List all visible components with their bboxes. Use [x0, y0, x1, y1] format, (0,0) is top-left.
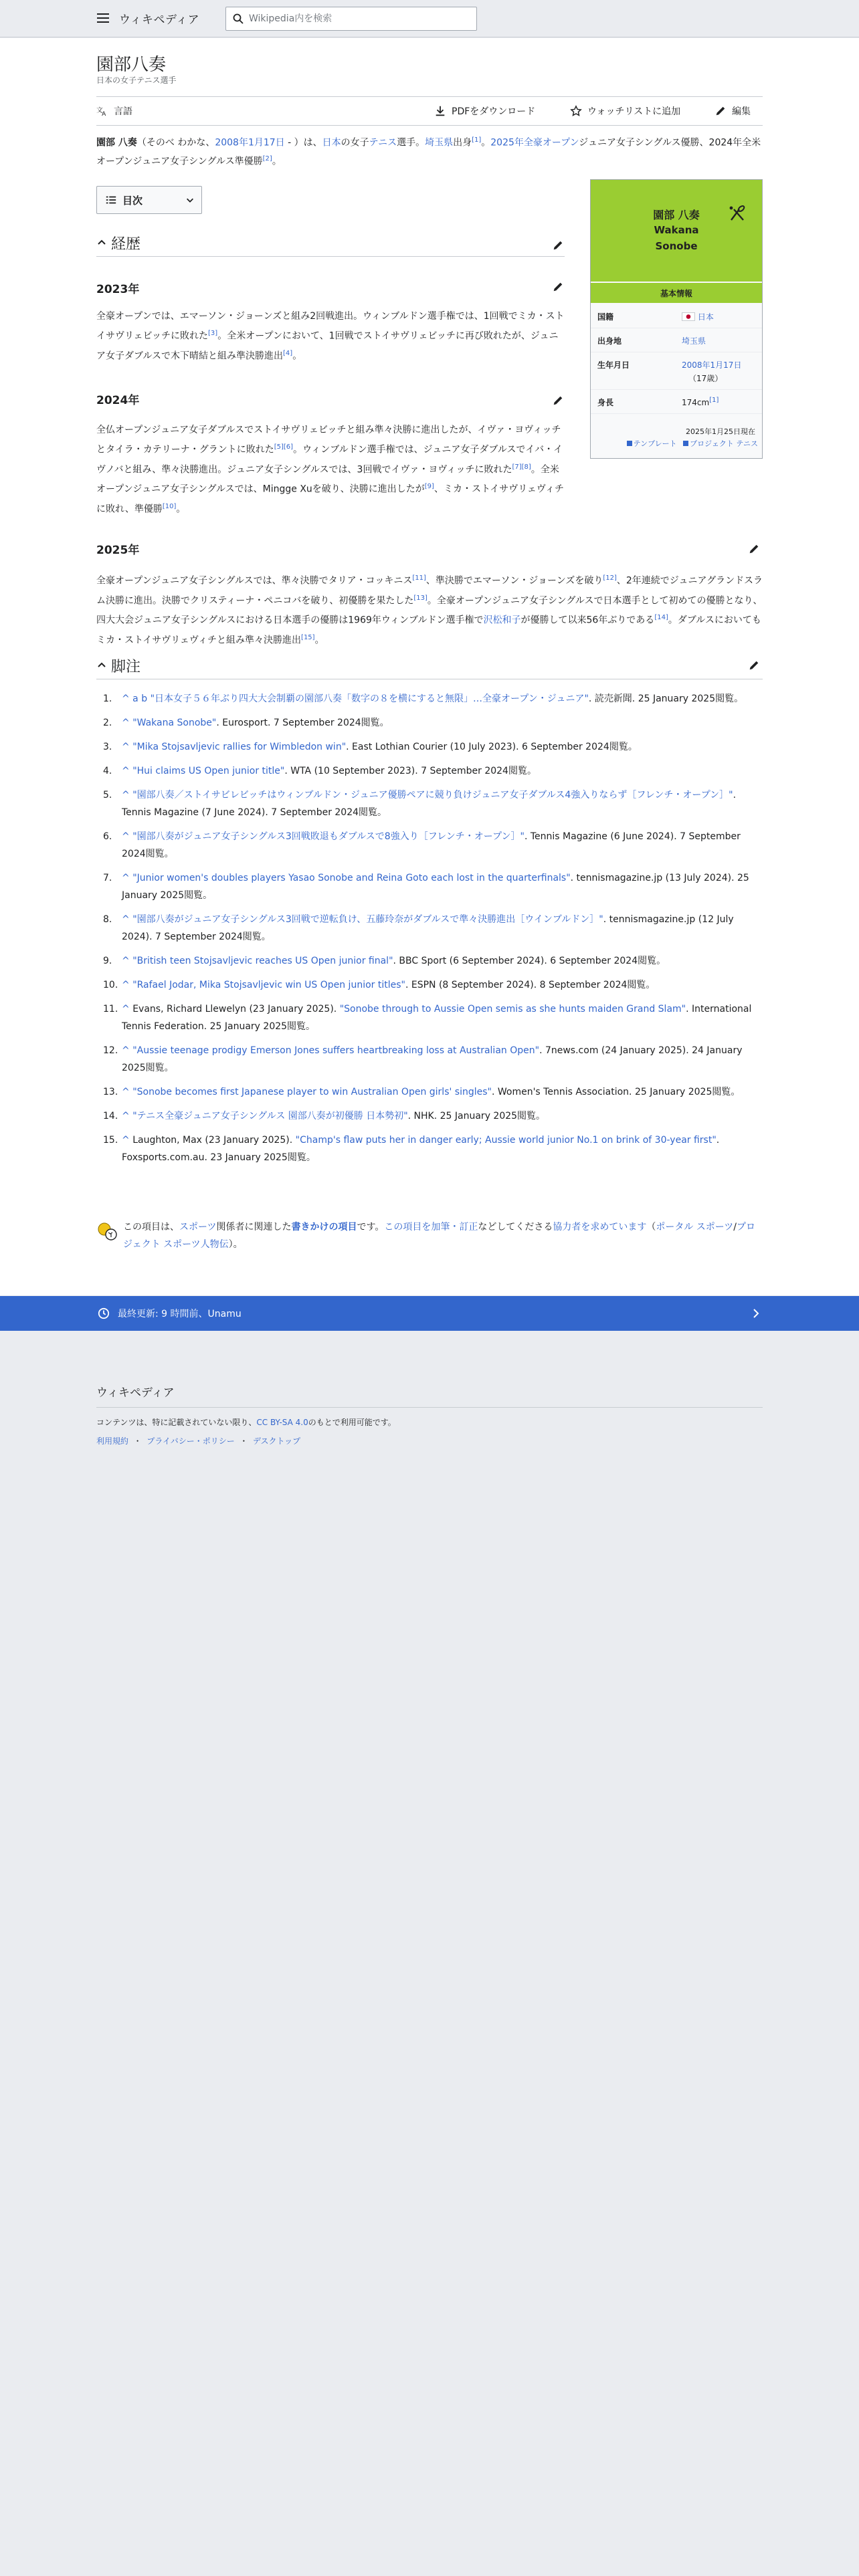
sawamatsu-link[interactable]: 沢松和子 — [483, 615, 521, 626]
infobox-key: 生年月日 — [597, 360, 630, 370]
footer-divider — [96, 1407, 763, 1408]
download-icon — [434, 105, 446, 117]
footer-sep: ・ — [133, 1436, 142, 1446]
ref-link[interactable]: [7][8] — [512, 463, 531, 471]
backlink[interactable]: ^ a b — [122, 693, 148, 704]
footer-license — [96, 1416, 396, 1428]
edit-button[interactable] — [714, 104, 751, 118]
backlink[interactable]: ^ — [122, 718, 130, 728]
chevron-up-icon — [96, 659, 107, 670]
reference-text: . International Tennis Federation. 25 January 2025閲覧。 — [122, 1004, 752, 1032]
paragraph-text: 。全豪オープンジュニア女子シングルスで日本選手として初めての優勝となり、四大大会ジュニア女子シングルスにおける日本選手の優勝は1969年ウィンブルドン選手権で — [96, 595, 763, 626]
paragraph-text: 、ミカ・ストイサヴリェヴィチに敗れ、準優勝 — [96, 484, 564, 515]
reference-number: 8. — [103, 914, 112, 925]
ref-link[interactable]: [10] — [162, 502, 177, 510]
infobox-name-en-first: Wakana — [654, 224, 699, 236]
toc-button[interactable] — [96, 186, 202, 214]
reference-link[interactable]: "Wakana Sonobe" — [132, 718, 217, 728]
reference-number: 2. — [103, 718, 112, 728]
license-text: のもとで利用可能です。 — [308, 1418, 396, 1427]
ref-link[interactable]: [9] — [424, 483, 434, 491]
license-link[interactable]: CC BY-SA 4.0 — [256, 1418, 308, 1427]
backlink[interactable]: ^ — [122, 790, 130, 800]
backlink[interactable]: ^ — [122, 956, 130, 966]
reference-number: 7. — [103, 873, 112, 883]
contributors-link[interactable]: 協力者を求めています — [553, 1222, 647, 1232]
reference-text: . 7news.com (24 January 2025). 24 January 2025閲覧。 — [122, 1045, 743, 1073]
reference-number: 12. — [103, 1045, 118, 1056]
ref-link[interactable]: [2] — [262, 154, 272, 163]
infobox-value — [682, 311, 714, 322]
stub-text: 関係者に関連した — [216, 1222, 292, 1232]
reference-item — [96, 714, 763, 732]
page-toolbar — [96, 96, 763, 126]
stub-notice — [96, 1218, 763, 1253]
ao2025-link[interactable]: 2025年全豪オープン — [490, 137, 579, 148]
footer-links — [96, 1435, 300, 1446]
reference-link[interactable]: "日本女子５６年ぶり四大大会制覇の園部八奏「数字の８を横にすると無限」…全豪オープン・ジュニア" — [150, 693, 589, 704]
star-icon — [570, 105, 582, 117]
lead-text: ス優勝、2024年全米オープンジュニア女子シングルス準優勝 — [96, 137, 761, 167]
lead-paragraph — [96, 132, 763, 169]
infobox-header — [591, 180, 762, 282]
ref-link[interactable]: [3] — [208, 330, 218, 337]
japan-link[interactable]: 日本 — [322, 137, 341, 148]
reference-item — [96, 911, 763, 946]
backlink[interactable]: ^ — [122, 914, 130, 925]
paragraph-text: が優勝して以来56年ぶりである — [520, 615, 655, 626]
reference-text: . East Lothian Courier (10 July 2023). 6 September 2024閲覧。 — [346, 742, 638, 752]
lead-text: ジュニア女子シングル — [579, 137, 672, 148]
reference-number: 9. — [103, 956, 112, 966]
download-pdf-label: PDFをダウンロード — [452, 106, 536, 117]
header-bar — [0, 0, 859, 37]
reference-text: . tennismagazine.jp (12 July 2024). 7 September 2024閲覧。 — [122, 914, 734, 942]
reference-text: . BBC Sport (6 September 2024). 6 September 2024閲覧。 — [393, 956, 666, 966]
backlink[interactable]: ^ — [122, 742, 130, 752]
list-icon — [105, 194, 117, 206]
reference-link[interactable]: "Hui claims US Open junior title" — [132, 766, 285, 776]
page-subtitle: 日本の女子テニス選手 — [96, 76, 177, 85]
clock-icon — [98, 1307, 110, 1319]
reference-item — [96, 1000, 763, 1035]
stub-text: ）。 — [228, 1239, 243, 1250]
search-input[interactable] — [249, 11, 470, 26]
languages-label: 言語 — [114, 106, 132, 117]
section-career-header[interactable] — [96, 230, 565, 257]
pencil-icon — [714, 105, 727, 117]
reference-text: . WTA (10 September 2023). 7 September 2024閲覧。 — [284, 766, 537, 776]
reference-item — [96, 762, 763, 780]
reference-link[interactable]: "Sonobe becomes first Japanese player to win Australian Open girls' singles" — [132, 1087, 492, 1097]
reference-author: Laughton, Max (23 January 2025). — [132, 1135, 296, 1146]
reference-link[interactable]: "Rafael Jodar, Mika Stojsavljevic win US Open junior titles" — [132, 980, 405, 990]
menu-icon[interactable] — [95, 11, 111, 27]
reference-number: 3. — [103, 742, 112, 752]
privacy-link[interactable]: プライバシー・ポリシー — [147, 1436, 235, 1446]
section-notes-header[interactable] — [96, 653, 763, 679]
infobox-row-nationality — [591, 304, 762, 328]
last-modified-label: 最終更新: 9 時間前、Unamu — [118, 1309, 242, 1319]
backlink[interactable]: ^ — [122, 766, 130, 776]
reference-item — [96, 828, 763, 863]
reference-number: 10. — [103, 980, 118, 990]
reference-text: . ESPN (8 September 2024). 8 September 2024閲覧。 — [405, 980, 656, 990]
backlink[interactable]: ^ — [122, 873, 130, 883]
infobox-row-dob — [591, 352, 762, 390]
backlink[interactable]: ^ — [122, 1087, 130, 1097]
reference-link[interactable]: "園部八奏がジュニア女子シングルス3回戦で逆転負け、五藤玲奈がダブルスで準々決勝進出［ウインブルドン］" — [132, 914, 603, 925]
sports-stub-icon — [96, 1221, 118, 1243]
reference-link[interactable]: "British teen Stojsavljevic reaches US Open junior final" — [132, 956, 393, 966]
svg-text:文: 文 — [96, 106, 103, 114]
reference-number: 4. — [103, 766, 112, 776]
reference-item — [96, 976, 763, 994]
infobox-key: 出身地 — [597, 336, 622, 346]
last-modified-bar[interactable] — [0, 1296, 859, 1331]
reference-text: . Tennis Magazine (7 June 2024). 7 September 2024閲覧。 — [122, 790, 737, 818]
paragraph-text: 、準決勝でエマーソン・ジョーンズを破り — [425, 575, 603, 586]
project-link[interactable]: プロジェクト テニス — [690, 439, 758, 448]
birthplace-link[interactable]: 埼玉県 — [682, 336, 706, 346]
backlink[interactable]: ^ — [122, 1135, 130, 1146]
languages-button[interactable] — [96, 104, 132, 118]
reference-link[interactable]: "Sonobe through to Aussie Open semis as she hunts maiden Grand Slam" — [339, 1004, 686, 1014]
stub-text: です。 — [357, 1222, 385, 1232]
reference-link[interactable]: "園部八奏がジュニア女子シングルス3回戦敗退もダブルスで8強入り［フレンチ・オープン］" — [132, 831, 524, 842]
lead-text: 。 — [481, 137, 491, 148]
japan-flag-icon — [682, 312, 695, 321]
infobox — [590, 179, 763, 459]
reference-text: . tennismagazine.jp (13 July 2024). 25 January 2025閲覧。 — [122, 873, 749, 901]
edit-section-icon[interactable] — [552, 281, 564, 293]
download-pdf-button[interactable] — [434, 104, 535, 118]
paragraph-text: 。全米オープンジュニア女子シングルスでは、Mingge Xuを破り、決勝に進出したが — [96, 464, 559, 495]
reference-item — [96, 1042, 763, 1077]
footer-logo: ウィキペディア — [96, 1386, 175, 1400]
reference-item — [96, 1107, 763, 1125]
section-2023-text: 全豪オープンでは、エマーソン・ジョーンズと組み2回戦進出。ウィンブルドン選手権では、1回戦でミカ・ストイサヴリェビッチに敗れた[3]。全米オープンにおいて、1回戦でストイサヴリェビッチに再び敗れたが、ジュニア女子ダブルスで木下晴結と組み準決勝進出[4]。 — [96, 311, 565, 362]
reference-number: 15. — [103, 1135, 118, 1146]
infobox-row-birthplace — [591, 328, 762, 352]
lead-text: 選手。 — [397, 137, 425, 148]
search-icon — [233, 13, 244, 24]
reference-item — [96, 786, 763, 821]
lead-name: 園部 八奏 — [96, 137, 137, 148]
reference-item — [96, 690, 763, 708]
lead-reading: （そのべ わかな、 — [136, 137, 215, 148]
edit-help-link[interactable]: この項目を加筆・訂正 — [384, 1222, 478, 1232]
lead-text: の女子 — [341, 137, 369, 148]
infobox-asof: 2025年1月25日現在 — [686, 427, 755, 436]
ref-link[interactable]: [4] — [283, 349, 293, 357]
chevron-right-icon — [751, 1308, 761, 1319]
paragraph-text: 。ウィンブルドン選手権では、ジュニア女子ダブルスでイバ・イヴノバと組み、準々決勝進出。ジュニア女子シングルスでは、3回戦でイヴァ・ヨヴィッチに敗れた — [96, 444, 563, 475]
section-2023-title: 2023年 — [96, 283, 140, 296]
infobox-key: 国籍 — [597, 312, 614, 322]
reference-item — [96, 869, 763, 904]
site-logo[interactable]: ウィキペディア — [119, 13, 200, 27]
reference-link[interactable]: "テニス全豪ジュニア女子シングルス 園部八奏が初優勝 日本勢初" — [132, 1111, 408, 1121]
edit-section-icon[interactable] — [748, 659, 760, 671]
infobox-row-height — [591, 390, 762, 414]
reference-text: . Foxsports.com.au. 23 January 2025閲覧。 — [122, 1135, 720, 1163]
backlink[interactable]: ^ — [122, 831, 130, 842]
ref-link[interactable]: [15] — [301, 633, 315, 641]
stub-text: （ — [646, 1222, 656, 1232]
reference-link[interactable]: "Junior women's doubles players Yasao Sonobe and Reina Goto each lost in the quarterfinals" — [132, 873, 571, 883]
section-2024-title: 2024年 — [96, 394, 140, 407]
reference-item — [96, 1083, 763, 1101]
reference-number: 13. — [103, 1087, 118, 1097]
reference-number: 6. — [103, 831, 112, 842]
paragraph-text: 。全米オープンにおいて、1回戦でストイサヴリェビッチに再び敗れたが、ジュニア女子ダブルスで木下晴結と組み準決勝進出 — [96, 330, 559, 362]
infobox-name-en-last: Sonobe — [655, 240, 698, 252]
chevron-up-icon — [96, 237, 107, 247]
section-2025-text: 全豪オープンジュニア女子シングルスでは、準々決勝でタリア・コッキニス[11]、準決勝でエマーソン・ジョーンズを破り[12]、2年連続でジュニアグランドスラム決勝に進出。決勝でクリスティーナ・ペニコバを破り、初優勝を果たした[13]。全豪オープンジュニア女子シングルスで日本選手として初めての優勝となり、四大大会ジュニア女子シングルスにおける日本選手の優勝は1969年ウィンブルドン選手権で沢松和子が優勝して以来56年ぶりである[14]。ダブルスにおいてもミカ・ストイサヴリェヴィチと組み準々決勝進出[15]。 — [96, 574, 763, 646]
reference-text: . Women's Tennis Association. 25 January 2025閲覧。 — [491, 1087, 741, 1097]
reference-text: . Eurosport. 7 September 2024閲覧。 — [216, 718, 389, 728]
search-box[interactable] — [225, 7, 477, 31]
ref-link[interactable]: [1] — [472, 136, 482, 144]
svg-text:A: A — [102, 111, 106, 117]
infobox-section-title: 基本情報 — [591, 282, 762, 303]
stub-text: / — [733, 1222, 737, 1232]
lead-text: 。 — [272, 156, 282, 167]
watchlist-button[interactable] — [570, 104, 680, 118]
paragraph-text: 全豪オープンでは、エマーソン・ジョーンズと組み2回戦進出。ウィンブルドン選手権では、1回戦でミカ・ストイサヴリェビッチに敗れた — [96, 311, 565, 342]
desktop-link[interactable]: デスクトップ — [253, 1436, 301, 1446]
reference-item — [96, 1132, 763, 1166]
toc-label: 目次 — [122, 194, 143, 207]
reference-text: . 読売新聞. 25 January 2025閲覧。 — [588, 693, 744, 704]
reference-number: 5. — [103, 790, 112, 800]
edit-section-icon[interactable] — [552, 395, 564, 407]
reference-text: . NHK. 25 January 2025閲覧。 — [407, 1111, 546, 1121]
license-text: コンテンツは、特に記載されていない限り、 — [96, 1418, 257, 1427]
reference-item — [96, 952, 763, 970]
template-link[interactable]: テンプレート — [633, 439, 677, 448]
reference-text: . Tennis Magazine (6 June 2024). 7 September 2024閲覧。 — [122, 831, 741, 859]
page-title: 園部八奏 — [96, 55, 167, 75]
reference-link[interactable]: "Aussie teenage prodigy Emerson Jones suffers heartbreaking loss at Australian Open" — [132, 1045, 540, 1056]
paragraph-text: 、2年連続でジュニアグランドスラム決勝に進出。決勝でクリスティーナ・ペニコバを破り、初優勝を果たした — [96, 575, 763, 607]
edit-section-icon[interactable] — [748, 543, 760, 555]
edit-section-icon[interactable] — [552, 239, 564, 251]
references-list — [96, 690, 763, 1173]
sports-link[interactable]: スポーツ — [179, 1222, 217, 1232]
ref-link[interactable]: [1] — [709, 397, 719, 404]
paragraph-text: 全仏オープンジュニア女子ダブルスでストイサヴリェビッチと組み準々決勝に進出したが、イヴァ・ヨヴィッチとタイラ・カテリーナ・グラントに敗れた — [96, 425, 561, 455]
reference-link[interactable]: "Champ's flaw puts her in danger early; Aussie world junior No.1 on brink of 30-year first" — [295, 1135, 717, 1146]
watchlist-label: ウォッチリストに追加 — [587, 106, 681, 117]
backlink[interactable]: ^ — [122, 1111, 130, 1121]
stub-text: などしてくださる — [478, 1222, 553, 1232]
backlink[interactable]: ^ — [122, 1045, 130, 1056]
tennis-link[interactable]: テニス — [369, 137, 397, 148]
infobox-key: 身長 — [597, 398, 614, 407]
paragraph-text: 。ダブルスにおいてもミカ・ストイサヴリェヴィチと組み準々決勝進出 — [96, 615, 761, 646]
height-value: 174cm — [682, 398, 710, 407]
ref-link[interactable]: [11] — [412, 574, 426, 582]
lead-text: 出身 — [453, 137, 472, 148]
lead-text: - ）は、 — [284, 137, 322, 148]
footer-sep: ・ — [240, 1436, 248, 1446]
dob-link[interactable]: 2008年1月17日 — [682, 360, 742, 370]
stub-text: この項目は、 — [123, 1222, 179, 1232]
section-career-title: 経歴 — [111, 236, 141, 253]
paragraph-text: 全豪オープンジュニア女子シングルスでは、準々決勝でタリア・コッキニス — [96, 575, 413, 586]
reference-number: 1. — [103, 693, 112, 704]
reference-item — [96, 738, 763, 756]
reference-number: 14. — [103, 1111, 118, 1121]
reference-number: 11. — [103, 1004, 118, 1014]
ref-link[interactable]: [5][6] — [274, 443, 294, 451]
portal-link[interactable]: ポータル スポーツ — [656, 1222, 734, 1232]
infobox-name-ja: 園部 八奏 — [653, 209, 700, 221]
reference-link[interactable]: "園部八奏／ストイサビレビッチはウィンブルドン・ジュニア優勝ペアに競り負けジュニア女子ダブルス4強入りならず［フレンチ・オープン］" — [132, 790, 733, 800]
reference-author: Evans, Richard Llewelyn (23 January 2025). — [132, 1004, 340, 1014]
section-2024-text: 全仏オープンジュニア女子ダブルスでストイサヴリェビッチと組み準々決勝に進出したが、イヴァ・ヨヴィッチとタイラ・カテリーナ・グラントに敗れた[5][6]。ウィンブルドン選手権では、ジュニア女子ダブルスでイバ・イヴノバと組み、準々決勝進出。ジュニア女子シングルスでは、3回戦でイヴァ・ヨヴィッチに敗れた[7][8]。全米オープンジュニア女子シングルスでは、Mingge Xuを破り、決勝に進出したが[9]、ミカ・ストイサヴリェヴィチに敗れ、準優勝[10]。 — [96, 425, 564, 515]
ref-link[interactable]: [12] — [603, 574, 617, 582]
birth-date-link[interactable]: 2008年1月17日 — [215, 137, 285, 148]
age-value: （17歳） — [688, 374, 723, 383]
project-link[interactable]: プロジェクト スポーツ人物伝 — [123, 1222, 755, 1250]
infobox-value — [682, 397, 719, 407]
ref-link[interactable]: [14] — [654, 614, 668, 622]
backlink[interactable]: ^ — [122, 1004, 130, 1014]
language-icon — [96, 105, 108, 117]
reference-link[interactable]: "Mika Stojsavljevic rallies for Wimbledon win" — [132, 742, 347, 752]
edit-label: 編集 — [732, 106, 751, 117]
chevron-down-icon — [185, 195, 195, 205]
saitama-link[interactable]: 埼玉県 — [425, 137, 454, 148]
terms-link[interactable]: 利用規約 — [96, 1436, 129, 1446]
backlink[interactable]: ^ — [122, 980, 130, 990]
section-notes-title: 脚注 — [111, 659, 141, 675]
stub-link[interactable]: 書きかけの項目 — [291, 1222, 357, 1232]
section-2025-title: 2025年 — [96, 544, 140, 557]
ref-link[interactable]: [13] — [413, 594, 427, 602]
nationality-link[interactable]: 日本 — [697, 312, 714, 322]
